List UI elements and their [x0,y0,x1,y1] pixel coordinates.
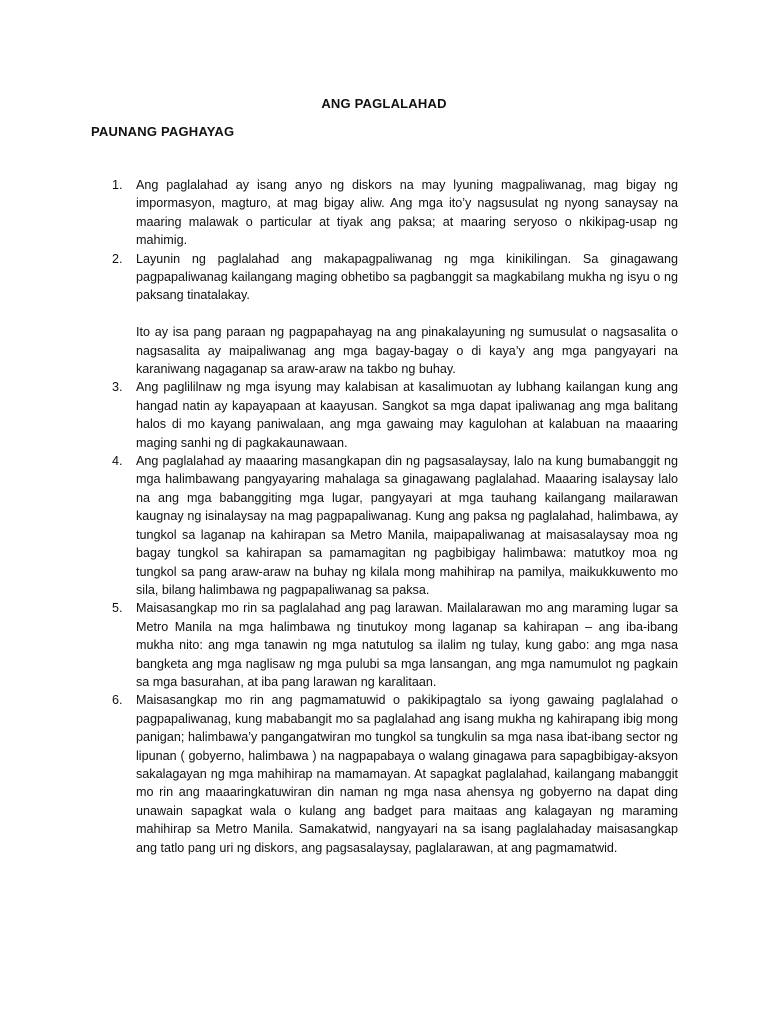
list-item [0,691,768,857]
list-item [0,452,768,599]
list-item-paragraph: Ang paglililnaw ng mga isyung may kalabisan at kasalimuotan ay lubhang kailangan kung ang hangad natin ay kapayapaan at kaayusan. Sangkot sa mga dapat ipaliwanag ang mga balitang halos di mo kayang paniwalaan, ang mga gawaing may kagulohan at kalabuan na maaaring maging sanhi ng di pagkakaunawaan. [136,380,678,450]
list-item-number: 2. [112,251,123,266]
list-item [0,378,768,452]
list-item-paragraph: Ang paglalahad ay maaaring masangkapan din ng pagsasalaysay, lalo na kung bumabanggit ng mga halimbawang pangyayaring mahalaga sa ginagawang paglalahad. Maaaring isalaysay lalo na ang mga babanggiting mga lugar, pangyayari at mga tauhang kailangang mailarawan kaugnay ng isinalaysay na mag pagpapaliwanag. Kung ang paksa ng paglalahad, halimbawa, ay tungkol sa laganap na kahirapan sa Metro Manila, maipapaliwanag at maisasalaysay moa ng bagay tungkol sa kahirapan sa pamamagitan ng pagbibigay halimbawa: matutkoy moa ng tungkol sa pang araw-araw na buhay ng kilala mong mahihirap na pamilya, maikukkuwento mo sila, bilang halimbawa ng pagpapaliwanag sa paksa. [136,454,678,597]
numbered-list [0,176,768,857]
list-item-paragraph: Maisasangkap mo rin ang pagmamatuwid o pakikipagtalo sa iyong gawaing paglalahad o pagpapaliwanag, kung mababangit mo sa paglalahad ang isang mukha ng kahirapang ibig mong panigan; halimbawa’y pangangatwiran mo tungkol sa tungkulin sa mga nasa ibat-ibang sector ng lipunan ( gobyerno, halimbawa ) na nagpapabaya o walang ginagawa para sapagbibigay-aksyon sakalagayan ng mga mahihirap na mamamayan. At sapagkat paglalahad, kailangang mabanggit mo rin ang maaaringkatuwiran din naman ng mga nasa ahensya ng gobyerno na dapat ding unawain sapagkat wala o kulang ang badget para maitaas ang kalagayan ng maraming mahihirap sa Metro Manila. Samakatwid, nangyayari na sa isang paglalahaday maisasangkap ang tatlo pang uri ng diskors, ang pagsasalaysay, paglalarawan, at ang pagmamatwid. [136,693,678,855]
list-item [0,176,768,250]
list-item-paragraph: Ito ay isa pang paraan ng pagpapahayag na ang pinakalayuning ng sumusulat o nagsasalita o nagsasalita ay maipaliwanag ang mga bagay-bagay o di kaya’y ang mga pangyayari na karaniwang nagaganap sa araw-araw na takbo ng buhay. [136,325,678,377]
list-item-paragraph: Layunin ng paglalahad ang makapagpaliwanag ng mga kinikilingan. Sa ginagawang pagpapaliwanag kailangang maging obhetibo sa pagbanggit sa magkabilang mukha ng isyu o ng paksang tinatalakay. [136,251,678,303]
list-item [0,599,768,691]
list-item-number: 4. [112,454,123,469]
list-item-number: 6. [112,693,123,708]
list-item-number: 5. [112,601,123,616]
section-heading: PAUNANG PAGHAYAG [91,124,235,139]
list-item [0,250,768,379]
document-title: ANG PAGLALAHAD [321,96,447,111]
list-item-paragraph: Maisasangkap mo rin sa paglalahad ang pag larawan. Mailalarawan mo ang maraming lugar sa Metro Manila na mga halimbawa ng tinutukoy mong laganap sa kahirapan – ang iba-ibang mukha nito: ang mga tanawin ng mga natutulog sa ilalim ng tulay, kung gabo: ang mga nasa bangketa ang mga naglisaw ng mga pulubi sa mga lansangan, ang mga namumulot ng pagkain sa mga basurahan, at iba pang larawan ng karalitaan. [136,601,678,689]
list-item-number: 1. [112,178,123,192]
list-item-number: 3. [112,380,123,395]
list-item-paragraph: Ang paglalahad ay isang anyo ng diskors na may lyuning magpaliwanag, mag bigay ng impormasyon, magturo, at mag bigay aliw. Ang mga ito’y nagsusulat ng nyong sanaysay na maaring malawak o particular at tiyak ang paksa; at maaring seryoso o nkikipag-usap ng mahimig. [136,178,678,248]
